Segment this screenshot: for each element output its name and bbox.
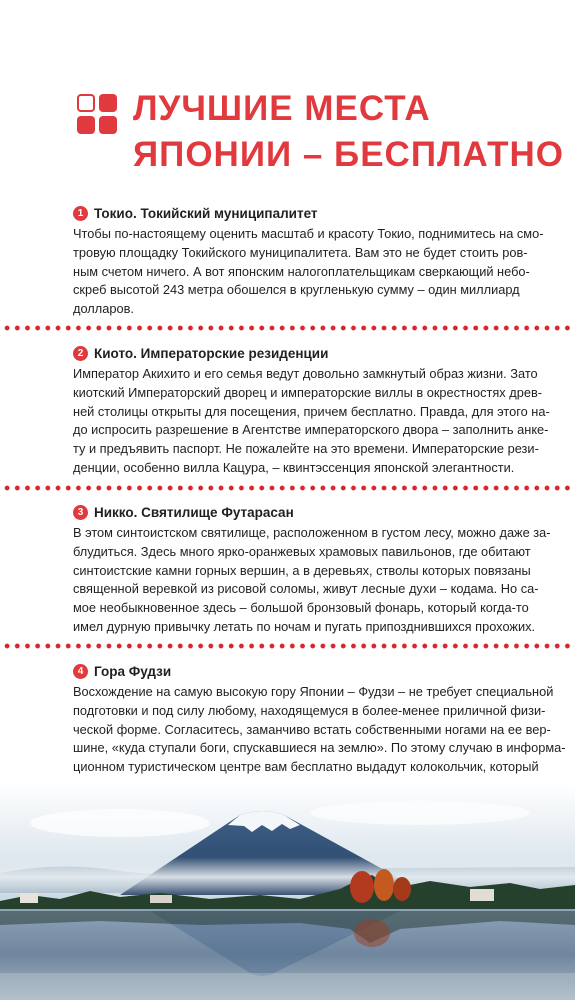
body-line: долларов. <box>73 301 134 317</box>
logo-square <box>99 116 117 134</box>
building <box>150 895 172 903</box>
logo-square <box>99 94 117 112</box>
section-body <box>73 225 544 319</box>
page-title-line-1: ЛУЧШИЕ МЕСТА <box>133 89 431 128</box>
autumn-tree <box>374 869 394 901</box>
section-number-badge: 3 <box>73 505 88 520</box>
body-line: скреб высотой 243 метра обошелся в кругленькую сумму – один миллиард <box>73 282 520 298</box>
section-nikko <box>73 502 551 637</box>
section-tokyo <box>73 203 544 319</box>
section-body <box>73 683 566 796</box>
body-line: ным счетом ничего. А вот японским налогоплательщикам сверкающий небо- <box>73 263 530 279</box>
autumn-tree <box>393 877 411 901</box>
section-title: Гора Фудзи <box>94 663 172 679</box>
body-line: подготовки и под силу любому, находящемуся в более-менее приличной физи- <box>73 702 546 718</box>
mount-fuji-photo <box>0 783 575 1000</box>
body-line: Император Акихито и его семья ведут довольно замкнутый образ жизни. Зато <box>73 366 538 381</box>
cloud <box>30 809 210 837</box>
body-line: ционном туристическом центре вам бесплатно выдадут колокольчик, который <box>73 759 539 775</box>
section-kyoto <box>73 343 550 478</box>
section-number-badge: 4 <box>73 664 88 679</box>
body-line: В этом синтоистском святилище, расположенном в густом лесу, можно даже за- <box>73 525 551 540</box>
building <box>20 893 38 903</box>
section-heading <box>73 661 528 681</box>
autumn-reflection <box>354 919 390 947</box>
dotted-divider <box>0 325 575 331</box>
building <box>470 889 494 901</box>
cloud <box>310 801 530 825</box>
dotted-divider <box>0 485 575 491</box>
body-line: тровую площадку Токийского муниципалитета. Вам это не будет стоить ров- <box>73 244 528 260</box>
logo-square <box>77 116 95 134</box>
body-line: Чтобы по-настоящему оценить масштаб и красоту Токио, поднимитесь на смо- <box>73 226 544 241</box>
body-line: шине, «куда ступали боги, спускавшиеся на землю». По этому случаю в информа- <box>73 740 566 756</box>
water-shimmer <box>0 973 575 1000</box>
body-line: имел дурную привычку летать по ночам и пугать припозднившихся прохожих. <box>73 618 536 634</box>
autumn-tree <box>350 871 374 903</box>
section-number-badge: 1 <box>73 206 88 221</box>
body-line: киотский Императорский дворец и императорские виллы в окрестностях древ- <box>73 384 543 400</box>
body-line: ческой форме. Согласитесь, заманчиво встать собственными ногами на ее вер- <box>73 721 551 737</box>
body-line: ту и предъявить паспорт. Не пожалейте на это времени. Императорские рези- <box>73 441 539 457</box>
section-body <box>73 365 550 478</box>
body-line: Восхождение на самую высокую гору Японии – Фудзи – не требует специальной <box>73 684 554 699</box>
body-line: денции, особенно вилла Кацура, – квинтэссенция японской элегантности. <box>73 459 515 475</box>
grid-logo-icon <box>77 94 117 134</box>
section-heading <box>73 203 528 223</box>
section-body <box>73 524 551 637</box>
body-line: ней столицы открыты для посещения, причем бесплатно. Правда, для этого на- <box>73 403 550 419</box>
section-title: Никко. Святилище Футарасан <box>94 504 294 520</box>
body-line: синтоистские камни горных вершин, а в деревьях, стволы которых повязаны <box>73 562 531 578</box>
dotted-divider <box>0 643 575 649</box>
logo-square-outline <box>77 94 95 112</box>
mount-fuji-illustration <box>0 783 575 1000</box>
body-line: мое необыкновенное здесь – большой бронзовый фонарь, который когда-то <box>73 600 529 616</box>
section-heading <box>73 343 528 363</box>
section-heading <box>73 502 528 522</box>
section-number-badge: 2 <box>73 346 88 361</box>
section-fuji <box>73 661 566 796</box>
page-title <box>133 86 564 178</box>
page-title-line-2: ЯПОНИИ – БЕСПЛАТНО <box>133 135 564 174</box>
section-title: Киото. Императорские резиденции <box>94 345 329 361</box>
body-line: до испросить разрешение в Агентстве императорского двора – заполнить анке- <box>73 422 549 438</box>
body-line: блудиться. Здесь много ярко-оранжевых храмовых павильонов, где обитают <box>73 543 531 559</box>
section-title: Токио. Токийский муниципалитет <box>94 205 318 221</box>
body-line: священной веревкой из рисовой соломы, живут лесные духи – кодама. Но са- <box>73 581 539 597</box>
